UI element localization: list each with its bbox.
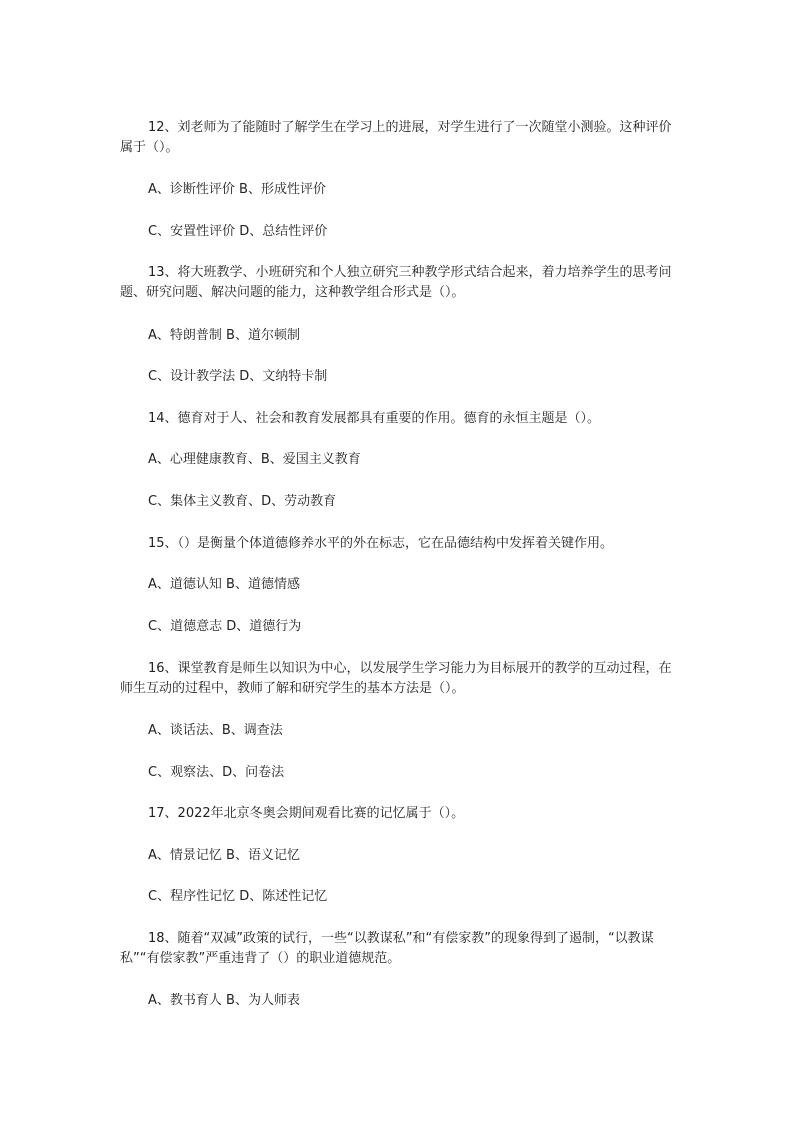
question-14-option-cd: C、集体主义教育、D、劳动教育 [148,494,337,509]
question-13-option-cd: C、设计教学法 D、文纳特卡制 [148,369,328,384]
question-17-stem: 17、2022年北京冬奥会期间观看比赛的记忆属于（）。 [148,806,465,821]
question-13-option-ab: A、特朗普制 B、道尔顿制 [148,328,300,343]
question-18-stem: 18、随着“双减”政策的试行，一些“以教谋私”和“有偿家教”的现象得到了遏制，“以教谋私”“有偿家教”严重违背了（）的职业道德规范。 [120,931,654,966]
question-14-stem: 14、德育对于人、社会和教育发展都具有重要的作用。德育的永恒主题是（）。 [148,411,601,426]
question-18-option-ab: A、教书育人 B、为人师表 [148,993,300,1008]
question-15-option-cd: C、道德意志 D、道德行为 [148,619,302,634]
question-15-stem: 15、（）是衡量个体道德修养水平的外在标志，它在品德结构中发挥着关键作用。 [148,536,614,551]
question-15-option-ab: A、道德认知 B、道德情感 [148,577,300,592]
question-16-option-cd: C、观察法、D、问卷法 [148,765,285,780]
question-13-stem: 13、将大班教学、小班研究和个人独立研究三种教学形式结合起来，着力培养学生的思考问题、研究问题、解决问题的能力，这种教学组合形式是（）。 [120,265,672,300]
question-12-option-ab: A、诊断性评价 B、形成性评价 [148,182,326,197]
question-17-option-cd: C、程序性记忆 D、陈述性记忆 [148,889,328,904]
question-17-option-ab: A、情景记忆 B、语义记忆 [148,848,300,863]
question-16-stem: 16、课堂教育是师生以知识为中心，以发展学生学习能力为目标展开的教学的互动过程，在师生互动的过程中，教师了解和研究学生的基本方法是（）。 [120,661,672,696]
question-12-stem: 12、刘老师为了能随时了解学生在学习上的进展，对学生进行了一次随堂小测验。这种评价属于（）。 [120,120,672,155]
question-14-option-ab: A、心理健康教育、B、爱国主义教育 [148,452,361,467]
question-16-option-ab: A、谈话法、B、调查法 [148,723,283,738]
question-12-option-cd: C、安置性评价 D、总结性评价 [148,224,328,239]
